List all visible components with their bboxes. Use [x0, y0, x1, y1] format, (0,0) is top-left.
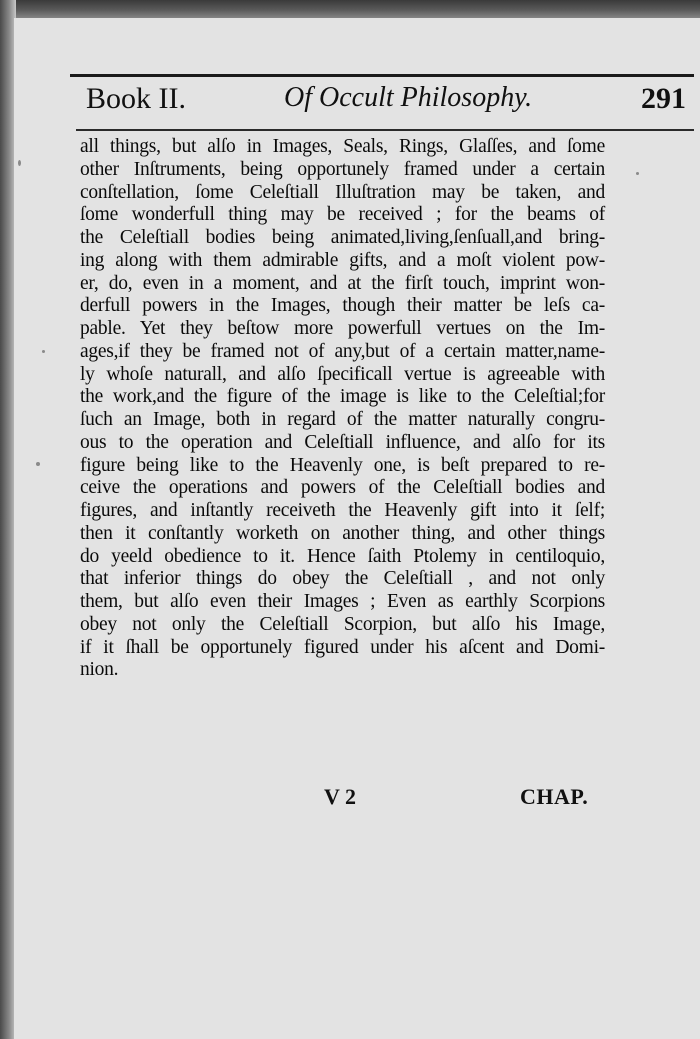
text-line: them, but alſo even their Images ; Even as earthly Scorpions: [80, 591, 605, 612]
text-line: the Celeſtiall bodies being animated,living,ſenſuall,and bring-: [80, 227, 605, 248]
text-line: that inferior things do obey the Celeſtiall , and not only: [80, 568, 605, 590]
text-line: ſuch an Image, both in regard of the matter naturally congru-: [80, 409, 605, 430]
book-label: Book II.: [86, 82, 186, 115]
text-line: figures, and inſtantly receiveth the Heavenly gift into it ſelf;: [80, 500, 605, 521]
page-number: 291: [641, 82, 686, 115]
header-rule-lower: [76, 129, 694, 131]
text-line: all things, but alſo in Images, Seals, Rings, Glaſſes, and ſome: [80, 136, 605, 157]
paper-speck: [636, 172, 639, 175]
text-line: er, do, even in a moment, and at the firſt touch, imprint won-: [80, 272, 605, 294]
text-line: obey not only the Celeſtiall Scorpion, but alſo his Image,: [80, 613, 605, 635]
paper-speck: [18, 160, 21, 166]
page-footer: [0, 784, 700, 814]
text-line: the work,and the figure of the image is like to the Celeſtial;for: [80, 386, 605, 408]
page-title: Of Occult Philosophy.: [284, 82, 533, 113]
text-line: derfull powers in the Images, though their matter be leſs ca-: [80, 295, 605, 317]
text-line: ly whoſe naturall, and alſo ſpecificall vertue is agreeable with: [80, 363, 605, 385]
paper-speck: [42, 350, 45, 353]
running-head: [86, 80, 686, 124]
catchword: CHAP.: [520, 784, 589, 809]
signature-mark: V 2: [324, 784, 356, 809]
header-rule: [70, 74, 694, 77]
text-line: ages,if they be framed not of any,but of a certain matter,name-: [80, 340, 605, 362]
text-line: conſtellation, ſome Celeſtiall Illuſtration may be taken, and: [80, 181, 605, 203]
text-line-last: nion.: [80, 659, 119, 681]
text-line: if it ſhall be opportunely figured under his aſcent and Domi-: [80, 636, 605, 658]
text-line: ſome wonderfull thing may be received ; for the beams of: [80, 204, 605, 226]
paper-speck: [36, 462, 40, 466]
text-line: do yeeld obedience to it. Hence ſaith Ptolemy in centiloquio,: [80, 545, 605, 567]
text-line: ous to the operation and Celeſtiall influence, and alſo for its: [80, 431, 605, 453]
text-line: ceive the operations and powers of the Celeſtiall bodies and: [80, 477, 605, 499]
text-line: other Inſtruments, being opportunely framed under a certain: [80, 158, 605, 180]
text-line: ing along with them admirable gifts, and a moſt violent pow-: [80, 249, 605, 271]
text-line: pable. Yet they beſtow more powerfull vertues on the Im-: [80, 318, 605, 339]
body-text: [80, 136, 605, 682]
text-line: figure being like to the Heavenly one, is beſt prepared to re-: [80, 454, 605, 476]
text-line: then it conſtantly worketh on another thing, and other things: [80, 522, 605, 544]
